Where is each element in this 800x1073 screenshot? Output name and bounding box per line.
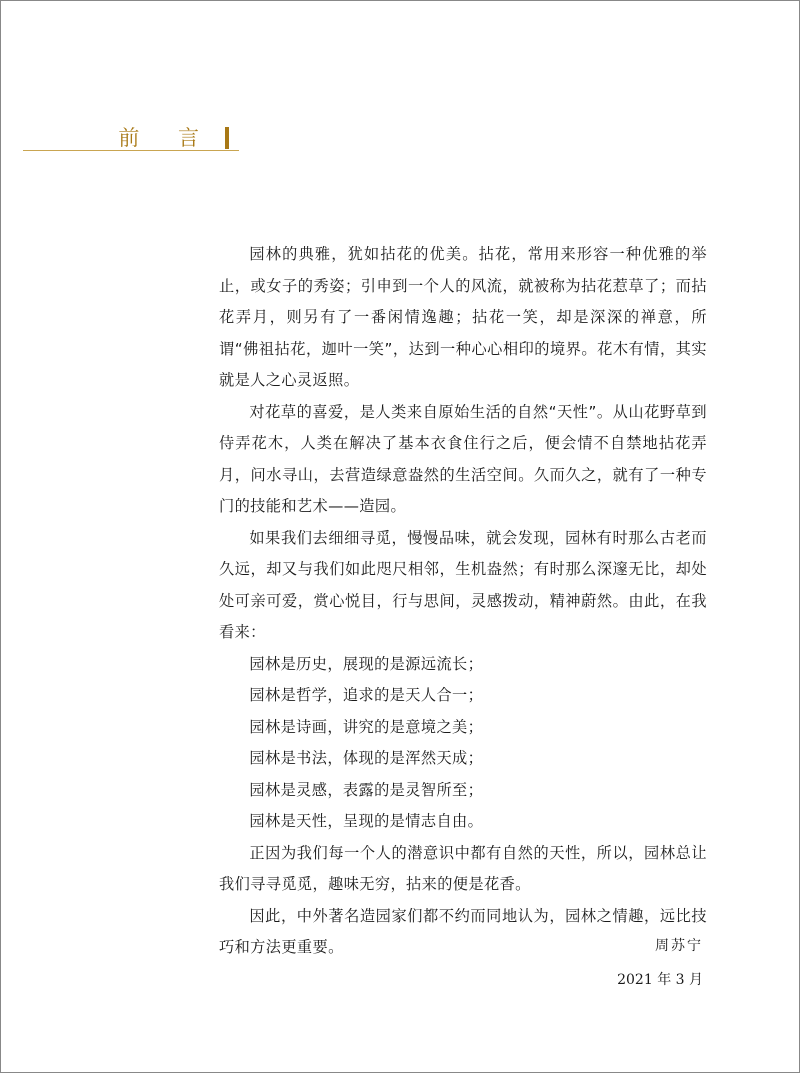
preface-date: 2021 年 3 月 (617, 972, 703, 988)
paragraph: 如果我们去细细寻觅，慢慢品味，就会发现，园林有时那么古老而久远，却又与我们如此咫尺相邻，生机盎然；有时那么深邃无比，却处处可亲可爱，赏心悦目，行与思间，灵感拨动，精神蔚然。由此，在我看来： (219, 528, 707, 641)
header-rule (23, 150, 239, 151)
author-signature: 周苏宁 (655, 938, 703, 954)
paragraph: 正因为我们每一个人的潜意识中都有自然的天性，所以，园林总让我们寻寻觅觅，趣味无穷，拈来的便是花香。 (219, 843, 707, 893)
chapter-title: 前 言 (118, 126, 215, 150)
verse-line: 园林是书法，体现的是浑然天成； (249, 749, 484, 767)
verse-line: 园林是哲学，追求的是天人合一； (249, 686, 484, 704)
preface-body (219, 239, 707, 964)
paragraph: 园林的典雅，犹如拈花的优美。拈花，常用来形容一种优雅的举止，或女子的秀姿；引申到一个人的风流，就被称为拈花惹草了；而拈花弄月，则另有了一番闲情逸趣；拈花一笑，却是深深的禅意，所谓“佛祖拈花，迦叶一笑”，达到一种心心相印的境界。花木有情，其实就是人之心灵返照。 (219, 245, 707, 389)
chapter-header (23, 123, 239, 151)
verse-line: 园林是诗画，讲究的是意境之美； (249, 717, 484, 736)
title-marker-bar (225, 127, 229, 149)
verse-line: 园林是历史，展现的是源远流长； (249, 654, 484, 673)
verse-line: 园林是天性，呈现的是情志自由。 (249, 812, 484, 830)
paragraph: 对花草的喜爱，是人类来自原始生活的自然“天性”。从山花野草到侍弄花木，人类在解决了基本衣食住行之后，便会情不自禁地拈花弄月，问水寻山，去营造绿意盎然的生活空间。久而久之，就有了一种专门的技能和艺术——造园。 (219, 402, 707, 515)
paragraph: 因此，中外著名造园家们都不约而同地认为，园林之情趣，远比技巧和方法更重要。 (219, 906, 707, 956)
verse-line: 园林是灵感，表露的是灵智所至； (249, 780, 484, 799)
